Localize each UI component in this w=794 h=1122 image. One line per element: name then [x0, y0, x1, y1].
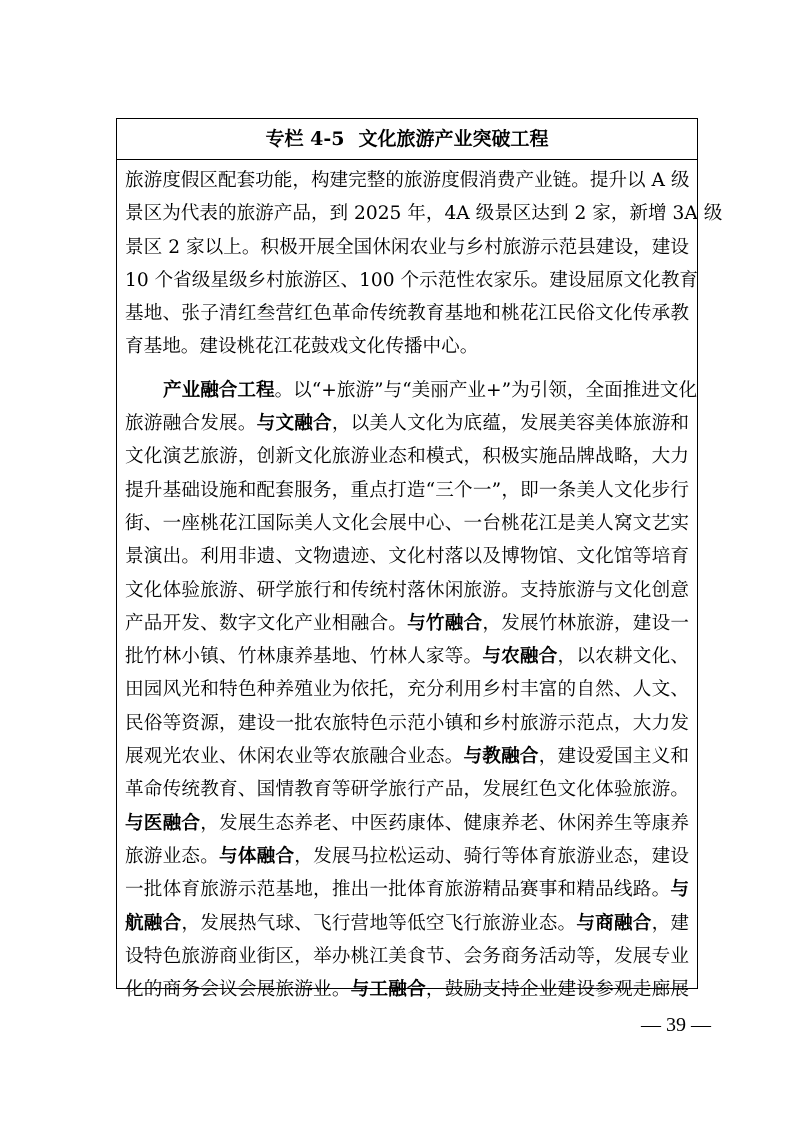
para1-line: 旅游度假区配套功能，构建完整的旅游度假消费产业链。提升以 A 级 [125, 170, 690, 191]
para2-line: 景演出。利用非遗、文物遗迹、文化村落以及博物馆、文化馆等培育 [125, 546, 689, 568]
para2-line: 展观光农业、休闲农业等农旅融合业态。与教融合，建设爱国主义和 [125, 746, 689, 768]
keyword-aviation-end: 航融合 [125, 912, 182, 934]
keyword-culture: 与文融合 [256, 413, 332, 435]
para2-line: 批竹林小镇、竹林康养基地、竹林人家等。与农融合，以农耕文化、 [125, 646, 689, 668]
keyword-bamboo: 与竹融合 [407, 612, 483, 634]
para2-line: 提升基础设施和配套服务，重点打造“三个一”，即一条美人文化步行 [125, 479, 689, 501]
keyword-medicine: 与医融合 [125, 812, 201, 834]
para2-line: 与医融合，发展生态养老、中医药康体、健康养老、休闲养生等康养 [125, 812, 689, 834]
keyword-commerce: 与商融合 [576, 912, 652, 934]
para1-line: 景区为代表的旅游产品，到 2025 年，4A 级景区达到 2 家，新增 3A 级 [125, 203, 723, 225]
column-box [116, 118, 723, 1001]
para2-line: 街、一座桃花江国际美人文化会展中心、一台桃花江是美人窝文艺实 [125, 512, 689, 534]
box-title-label: 专栏 4-5 [265, 128, 345, 150]
para2-line: 旅游融合发展。与文融合，以美人文化为底蕴，发展美容美体旅游和 [125, 413, 689, 435]
para2-line: 田园风光和特色种养殖业为依托，充分利用乡村丰富的自然、人文、 [125, 679, 689, 701]
keyword-education: 与教融合 [463, 746, 539, 768]
para1-line: 育基地。建设桃花江花鼓戏文化传播中心。 [125, 336, 479, 358]
page-number: — 39 — [641, 1014, 711, 1036]
box-content [117, 160, 723, 1006]
keyword-sports: 与体融合 [219, 845, 295, 867]
para2-line: 一批体育旅游示范基地，推出一批体育旅游精品赛事和精品线路。与 [125, 879, 689, 901]
keyword-industry: 与工融合 [350, 979, 426, 1001]
para2-line: 文化体验旅游、研学旅行和传统村落休闲旅游。支持旅游与文化创意 [125, 579, 689, 601]
keyword-agriculture: 与农融合 [482, 646, 558, 668]
para1-line: 景区 2 家以上。积极开展全国休闲农业与乡村旅游示范县建设，建设 [125, 236, 689, 258]
keyword-aviation-start: 与 [670, 879, 689, 901]
heading-industry-integration: 产业融合工程 [163, 379, 275, 401]
box-title [117, 119, 697, 160]
para2-line: 产品开发、数字文化产业相融合。与竹融合，发展竹林旅游，建设一 [125, 612, 689, 634]
para2-line: 产业融合工程。以“+旅游”与“美丽产业+”为引领，全面推进文化 [163, 379, 698, 401]
para2-line: 设特色旅游商业街区，举办桃江美食节、会务商务活动等，发展专业 [125, 945, 689, 967]
para2-line: 民俗等资源，建设一批农旅特色示范小镇和乡村旅游示范点，大力发 [125, 712, 689, 734]
para2-line: 文化演艺旅游，创新文化旅游业态和模式，积极实施品牌战略，大力 [125, 446, 689, 468]
box-title-text: 文化旅游产业突破工程 [358, 128, 549, 150]
para1-line: 10 个省级星级乡村旅游区、100 个示范性农家乐。建设屈原文化教育 [125, 269, 699, 291]
para1-line: 基地、张子清红叁营红色革命传统教育基地和桃花江民俗文化传承教 [125, 303, 689, 325]
para2-line: 化的商务会议会展旅游业。与工融合，鼓励支持企业建设参观走廊展 [125, 979, 689, 1001]
para2-line: 旅游业态。与体融合，发展马拉松运动、骑行等体育旅游业态，建设 [125, 845, 689, 867]
para2-line: 革命传统教育、国情教育等研学旅行产品，发展红色文化体验旅游。 [125, 779, 689, 801]
para2-line: 航融合，发展热气球、飞行营地等低空飞行旅游业态。与商融合，建 [125, 912, 689, 934]
